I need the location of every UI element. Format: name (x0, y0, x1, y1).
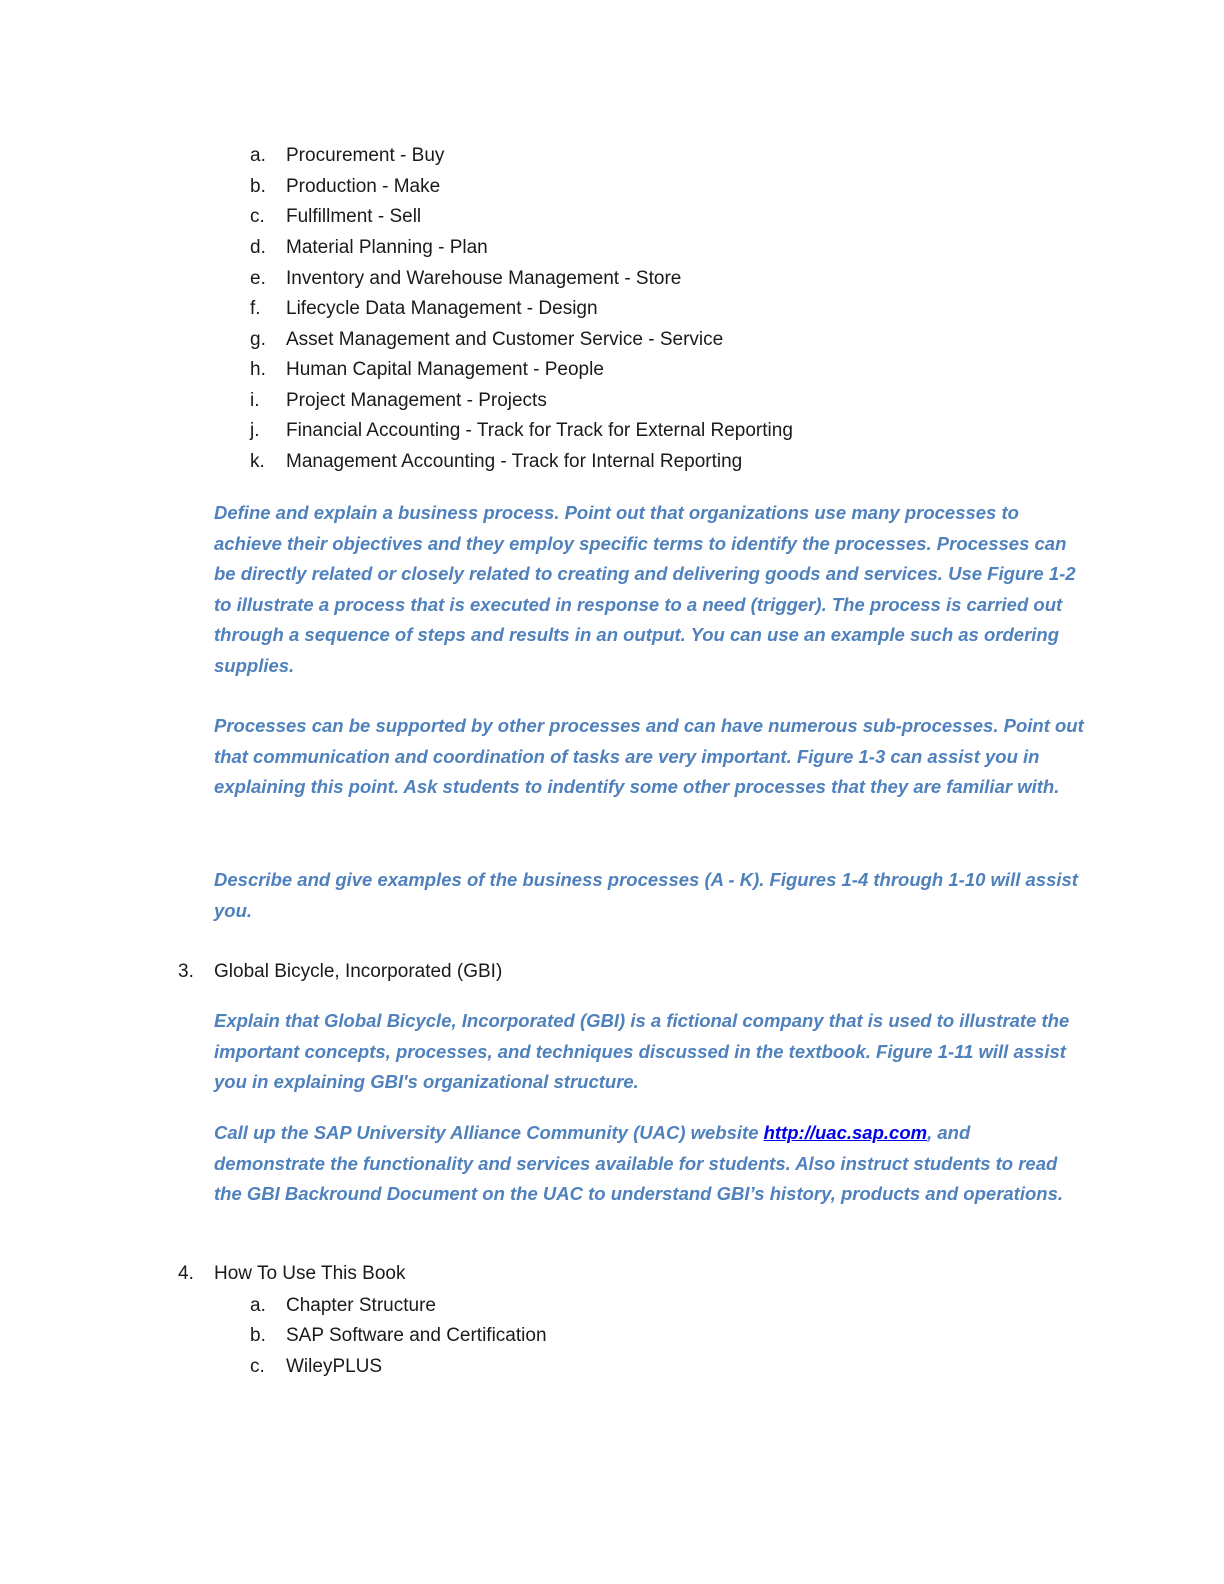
note-describe-processes: Describe and give examples of the business processes (A - K). Figures 1-4 through 1-10 will assist you. (214, 869, 1078, 921)
list-item-text: Chapter Structure (286, 1295, 436, 1316)
list-marker: b. (250, 1325, 266, 1346)
note-sub-processes: Processes can be supported by other processes and can have numerous sub-processes. Point out that communication and coordination of tasks are very important. Figure 1-3 can assist you in explaining this point. Ask students to indentify some other processes that they are familiar with. (214, 715, 1084, 798)
list-marker: c. (250, 206, 265, 227)
uac-link[interactable]: http://uac.sap.com (763, 1122, 928, 1143)
list-marker: e. (250, 268, 266, 289)
note-gbi-explain: Explain that Global Bicycle, Incorporated (GBI) is a fictional company that is used to illustrate the important concepts, processes, and techniques discussed in the textbook. Figure 1-11 will assist you in explaining GBI's organizational structure. (214, 1010, 1070, 1093)
list-item-text: Management Accounting - Track for Internal Reporting (286, 451, 743, 472)
list-item-text: Production - Make (286, 176, 441, 197)
instructor-note (214, 1118, 1084, 1210)
list-marker: k. (250, 451, 265, 472)
note-uac-rest: , and demonstrate the functionality and services available for students. Also instruct students to read the GBI Backround Document on the UAC to understand GBI’s history, products and operations. (214, 1122, 1064, 1205)
instructor-note (214, 1006, 1084, 1098)
list-marker: j. (250, 420, 260, 441)
instructor-note (214, 865, 1084, 926)
list-marker: d. (250, 237, 266, 258)
list-marker: f. (250, 298, 261, 319)
list-item-text: Human Capital Management - People (286, 359, 604, 380)
section-number: 4. (178, 1263, 194, 1284)
list-item-text: Lifecycle Data Management - Design (286, 298, 598, 319)
list-marker: i. (250, 390, 260, 411)
list-item-text: Fulfillment - Sell (286, 206, 422, 227)
instructor-note (214, 498, 1084, 682)
list-item-text: Procurement - Buy (286, 145, 445, 166)
note-uac (214, 1118, 1084, 1210)
section-number: 3. (178, 961, 194, 982)
list-item-text: Asset Management and Customer Service - Service (286, 329, 724, 350)
list-marker: h. (250, 359, 266, 380)
note-define-process: Define and explain a business process. Point out that organizations use many processes to achieve their objectives and they employ specific terms to identify the processes. Processes can be directly related or closely related to creating and delivering goods and services. Use Figure 1-2 to illustrate a process that is executed in response to a need (trigger). The process is carried out through a sequence of steps and results in an output. You can use an example such as ordering supplies. (214, 502, 1076, 676)
list-marker: b. (250, 176, 266, 197)
list-item-text: WileyPLUS (286, 1356, 383, 1377)
list-marker: c. (250, 1356, 265, 1377)
list-marker: a. (250, 145, 266, 166)
instructor-note (214, 711, 1084, 803)
section-title: Global Bicycle, Incorporated (GBI) (214, 961, 503, 982)
section-title: How To Use This Book (214, 1263, 406, 1284)
list-item-text: Inventory and Warehouse Management - Store (286, 268, 682, 289)
list-item-text: Material Planning - Plan (286, 237, 488, 258)
list-item-text: Project Management - Projects (286, 390, 547, 411)
list-marker: g. (250, 329, 266, 350)
list-marker: a. (250, 1295, 266, 1316)
list-item-text: Financial Accounting - Track for Track for External Reporting (286, 420, 793, 441)
note-uac-intro: Call up the SAP University Alliance Community (UAC) website (214, 1122, 764, 1143)
list-item-text: SAP Software and Certification (286, 1325, 547, 1346)
